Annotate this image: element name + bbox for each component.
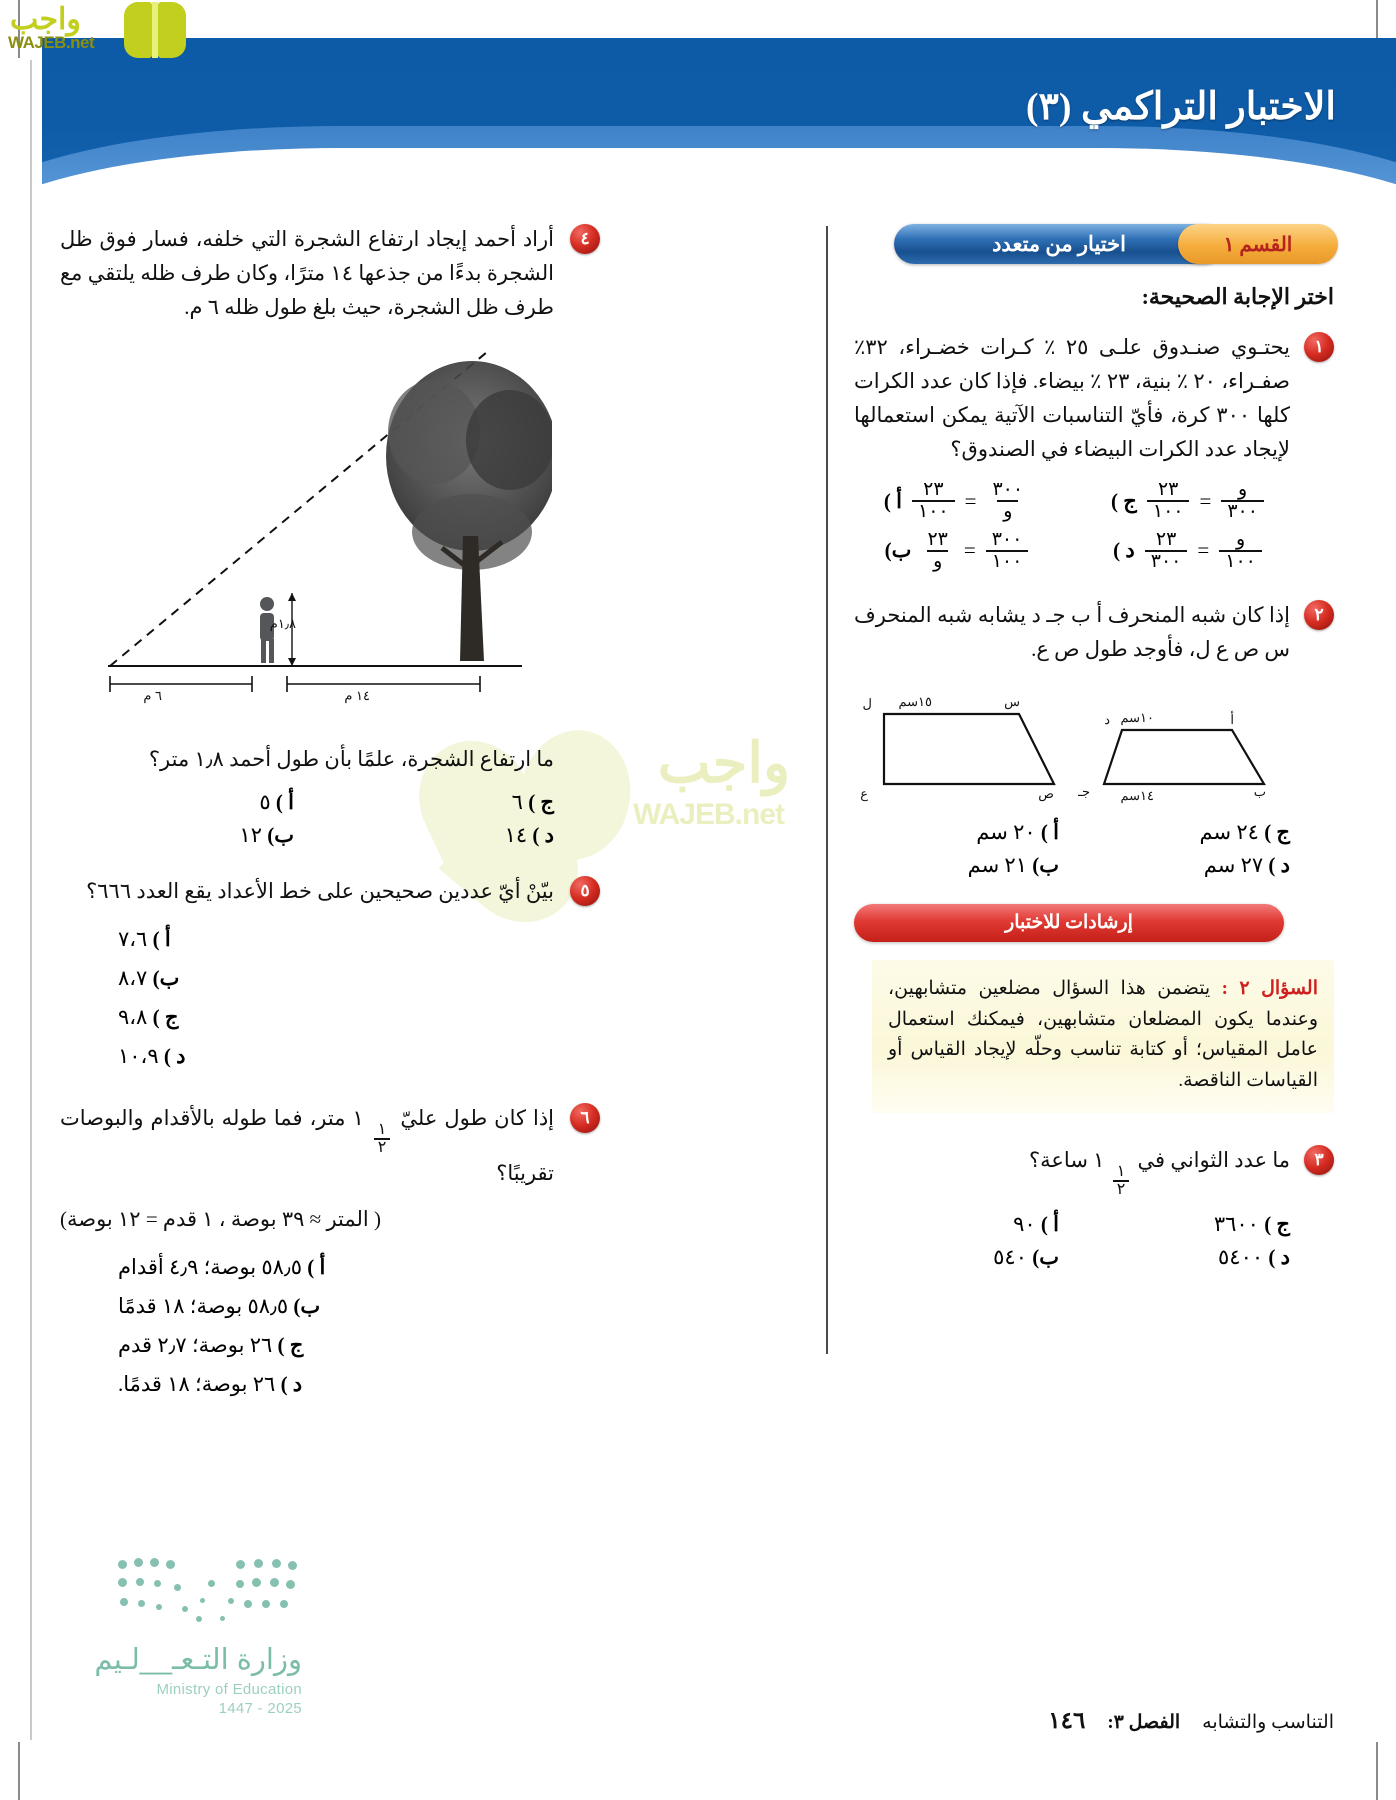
ministry-of-education-logo bbox=[72, 1554, 302, 1717]
section-header bbox=[854, 222, 1334, 266]
question-number-badge: ٥ bbox=[570, 876, 600, 906]
svg-text:جـ: جـ bbox=[1078, 783, 1090, 799]
option-b-left-numerator: ٢٣ bbox=[927, 528, 948, 550]
q2-option-d[interactable] bbox=[1085, 853, 1290, 878]
question-4-text: أراد أحمد إيجاد ارتفاع الشجرة التي خلفه، فسار فوق ظل الشجرة بدءًا من جذعها ١٤ مترًا، وكان طرف ظله يلتقي مع طرف ظل الشجرة، حيث بلغ طول ظله ٦ م. bbox=[60, 227, 554, 320]
option-b-right-numerator: ٣٠٠ bbox=[991, 528, 1023, 550]
moe-palm-dots-icon bbox=[116, 1554, 302, 1632]
q4-option-b-value: ١٢ bbox=[239, 823, 262, 848]
option-a-left-numerator: ٢٣ bbox=[923, 479, 944, 501]
svg-text:١٤ م: ١٤ م bbox=[344, 688, 370, 704]
footer-page-info bbox=[1048, 1708, 1334, 1734]
q4-option-j-value: ٦ bbox=[511, 790, 523, 815]
option-a-right-numerator: ٣٠٠ bbox=[992, 479, 1024, 501]
left-column bbox=[60, 222, 600, 1396]
q5-option-d[interactable] bbox=[60, 1037, 554, 1076]
ministry-name-arabic: وزارة التـعـ__لـيم bbox=[94, 1644, 302, 1676]
q5-option-d-value: ١٠،٩ bbox=[118, 1043, 159, 1068]
question-4-figure bbox=[62, 336, 552, 736]
svg-text:أ: أ bbox=[1230, 711, 1234, 727]
question-3-frac-numerator: ١ bbox=[1116, 1162, 1126, 1180]
q4-option-d-value: ١٤ bbox=[504, 823, 528, 848]
option-j[interactable] bbox=[1085, 480, 1290, 522]
option-j-right-numerator: و bbox=[1238, 479, 1248, 501]
option-b-left-denominator: و bbox=[927, 550, 948, 572]
exam-tips-tab[interactable]: إرشادات للاختبار bbox=[854, 904, 1284, 942]
option-d-right-denominator: ١٠٠ bbox=[1219, 550, 1262, 572]
q5-option-j-value: ٩،٨ bbox=[118, 1004, 148, 1029]
q4-option-a[interactable] bbox=[60, 790, 294, 815]
question-3-fraction bbox=[1113, 1164, 1130, 1198]
section-number-tab[interactable]: القسم ١ bbox=[1178, 224, 1338, 264]
column-divider bbox=[826, 226, 828, 1354]
q6-option-a[interactable] bbox=[60, 1248, 554, 1287]
q6-option-a-label: أ ) bbox=[307, 1255, 326, 1280]
question-1-text: يحتـوي صنـدوق علـى ٢٥ ٪ كـرات خضـراء، ٣٢٪ صفـراء، ٢٠ ٪ بنية، ٢٣ ٪ بيضاء. فإذا كان عدد الكرات كلها ٣٠٠ كرة، فأيّ التناسبات الآتية يمكن استعمالها لإيجاد عدد الكرات البيضاء في الصندوق؟ bbox=[854, 335, 1291, 462]
option-a-right-denominator: و bbox=[997, 500, 1018, 522]
svg-text:س: س bbox=[1004, 693, 1020, 709]
q3-option-a-label: أ ) bbox=[1040, 1211, 1059, 1236]
question-5 bbox=[60, 874, 600, 1075]
question-4 bbox=[60, 222, 600, 848]
page-header-banner bbox=[42, 38, 1396, 198]
ministry-year: 2025 - 1447 bbox=[218, 1700, 302, 1717]
option-a[interactable] bbox=[854, 480, 1059, 522]
question-2-figures bbox=[854, 680, 1290, 810]
page-footer bbox=[60, 1554, 1334, 1754]
question-2-text: إذا كان شبه المنحرف أ ب جـ د يشابه شبه المنحرف س ص ع ل، فأوجد طول ص ع. bbox=[854, 602, 1290, 661]
question-1-options bbox=[854, 480, 1290, 572]
question-6-options bbox=[60, 1248, 554, 1403]
option-d-right-numerator: و bbox=[1235, 528, 1246, 550]
question-5-options bbox=[60, 920, 554, 1075]
q2-option-j-value: ٢٤ سم bbox=[1199, 819, 1259, 844]
option-j-left-numerator: ٢٣ bbox=[1157, 479, 1179, 501]
q4-option-b-label: ب) bbox=[267, 823, 294, 848]
page-number: ١٤٦ bbox=[1048, 1708, 1086, 1733]
q4-option-d-label: د ) bbox=[532, 823, 554, 848]
q2-option-a[interactable] bbox=[854, 820, 1059, 845]
q4-option-a-label: أ ) bbox=[275, 790, 294, 815]
question-6-frac-numerator: ١ bbox=[377, 1121, 387, 1139]
equals-sign: = bbox=[963, 538, 976, 563]
q6-option-b-label: ب) bbox=[293, 1294, 321, 1319]
svg-text:ع: ع bbox=[860, 785, 868, 801]
question-6-text-pre: إذا كان طول عليّ bbox=[400, 1106, 555, 1131]
equals-sign: = bbox=[1199, 488, 1212, 513]
question-number-badge: ١ bbox=[1304, 332, 1334, 362]
q4-option-d[interactable] bbox=[320, 823, 554, 848]
q5-option-j-label: ج ) bbox=[152, 1004, 179, 1029]
chapter-label: الفصل ٣: bbox=[1107, 1712, 1181, 1733]
equals-sign: = bbox=[1197, 538, 1210, 563]
question-3-options bbox=[854, 1212, 1290, 1270]
q3-option-j-value: ٣٦٠٠ bbox=[1213, 1211, 1259, 1236]
page-body bbox=[60, 222, 1334, 1396]
exam-tip-lead: السؤال ٢ : bbox=[1221, 977, 1318, 999]
question-number-badge: ٢ bbox=[1304, 600, 1334, 630]
q3-option-a[interactable] bbox=[854, 1212, 1059, 1237]
exam-tip-box bbox=[872, 960, 1334, 1113]
q6-option-a-value: ٥٨٫٥ بوصة؛ ٤٫٩ أقدام bbox=[118, 1255, 303, 1280]
svg-text:ب: ب bbox=[1253, 783, 1266, 799]
q2-option-b-label: ب) bbox=[1032, 852, 1059, 877]
chapter-title: التناسب والتشابه bbox=[1202, 1712, 1334, 1733]
q6-option-j-value: ٢٦ بوصة؛ ٢٫٧ قدم bbox=[118, 1332, 273, 1357]
option-b-label: ب) bbox=[884, 538, 912, 563]
question-6 bbox=[60, 1101, 600, 1403]
option-j-label: ج ) bbox=[1111, 488, 1137, 513]
q3-option-b-label: ب) bbox=[1032, 1244, 1059, 1269]
page-side-rule bbox=[30, 60, 32, 1740]
question-2-options bbox=[854, 820, 1290, 878]
q3-option-d-label: د ) bbox=[1268, 1244, 1290, 1269]
q4-option-b[interactable] bbox=[60, 823, 294, 848]
right-column bbox=[854, 222, 1334, 1342]
q6-option-j-label: ج ) bbox=[277, 1332, 304, 1357]
q6-option-j[interactable] bbox=[60, 1326, 554, 1365]
q4-option-j[interactable] bbox=[320, 790, 554, 815]
option-b[interactable] bbox=[854, 530, 1059, 572]
banner-swoosh-white bbox=[42, 148, 1396, 198]
wajeb-logo bbox=[6, 0, 196, 64]
q3-option-b[interactable] bbox=[854, 1245, 1059, 1270]
question-3-text-pre: ما عدد الثواني في bbox=[1137, 1147, 1290, 1172]
option-d-left-denominator: ٣٠٠ bbox=[1145, 550, 1188, 572]
trim-mark-bottom-right bbox=[1376, 1742, 1378, 1800]
svg-text:١٥سم: ١٥سم bbox=[898, 693, 932, 709]
q5-option-j[interactable] bbox=[60, 998, 554, 1037]
question-2 bbox=[854, 598, 1334, 878]
svg-text:ل: ل bbox=[862, 695, 872, 711]
question-number-badge: ٤ bbox=[570, 224, 600, 254]
q4-option-j-label: ج ) bbox=[528, 790, 554, 815]
option-a-label: أ ) bbox=[883, 488, 902, 513]
question-number-badge: ٣ bbox=[1304, 1145, 1334, 1175]
option-b-right-denominator: ١٠٠ bbox=[986, 550, 1029, 572]
question-3-frac-denominator: ٢ bbox=[1113, 1180, 1130, 1198]
svg-text:١٫٨م: ١٫٨م bbox=[269, 616, 296, 632]
question-number-badge: ٦ bbox=[570, 1103, 600, 1133]
instructions-lead: اختر الإجابة الصحيحة: bbox=[1141, 284, 1334, 309]
question-6-text-post: ١ متر، فما طوله بالأقدام والبوصات تقريبًا؟ bbox=[60, 1106, 554, 1186]
q2-option-d-value: ٢٧ سم bbox=[1203, 852, 1264, 877]
tree-shadow-diagram-svg bbox=[82, 336, 552, 731]
option-d[interactable] bbox=[1085, 530, 1290, 572]
question-3-text bbox=[854, 1143, 1290, 1198]
q2-option-b[interactable] bbox=[854, 853, 1059, 878]
q3-option-j-label: ج ) bbox=[1264, 1211, 1290, 1236]
q5-option-a-value: ٧،٦ bbox=[118, 927, 148, 952]
q5-option-a[interactable] bbox=[60, 920, 554, 959]
question-6-text bbox=[60, 1101, 554, 1190]
section-type-tab[interactable]: اختيار من متعدد bbox=[894, 224, 1224, 264]
q3-option-d-value: ٥٤٠٠ bbox=[1218, 1244, 1264, 1269]
q5-option-b-label: ب) bbox=[152, 965, 180, 990]
q2-option-d-label: د ) bbox=[1268, 852, 1290, 877]
q3-option-j[interactable] bbox=[1085, 1212, 1290, 1237]
option-j-right-denominator: ٣٠٠ bbox=[1221, 500, 1264, 522]
option-a-left-denominator: ١٠٠ bbox=[912, 500, 955, 522]
svg-text:٦ م: ٦ م bbox=[143, 688, 162, 704]
q6-option-d-value: ٢٦ بوصة؛ ١٨ قدمًا. bbox=[118, 1371, 276, 1396]
q3-option-d[interactable] bbox=[1085, 1245, 1290, 1270]
svg-text:١٠سم: ١٠سم bbox=[1120, 709, 1154, 725]
svg-text:١٤سم: ١٤سم bbox=[1120, 787, 1154, 803]
q3-option-b-value: ٥٤٠ bbox=[993, 1244, 1027, 1269]
equals-sign: = bbox=[964, 488, 977, 513]
question-6-frac-denominator: ٢ bbox=[374, 1138, 391, 1156]
q5-option-a-label: أ ) bbox=[152, 927, 171, 952]
q6-option-d[interactable] bbox=[60, 1365, 554, 1404]
q6-option-d-label: د ) bbox=[280, 1371, 303, 1396]
q5-option-b-value: ٨،٧ bbox=[118, 965, 148, 990]
wajeb-logo-text: واجب bbox=[10, 3, 81, 36]
question-5-text: بيّنْ أيّ عددين صحيحين على خط الأعداد يقع العدد ٦٦٦؟ bbox=[86, 879, 554, 904]
trapezoid-diagrams-svg bbox=[854, 684, 1294, 809]
option-d-left-numerator: ٢٣ bbox=[1155, 528, 1177, 550]
watermark-subtext: WAJEB.net bbox=[632, 798, 784, 831]
q6-option-b[interactable] bbox=[60, 1287, 554, 1326]
q2-option-j-label: ج ) bbox=[1264, 819, 1290, 844]
watermark-text: واجب bbox=[657, 731, 790, 794]
svg-text:ص: ص bbox=[1038, 785, 1054, 801]
option-j-left-denominator: ١٠٠ bbox=[1147, 500, 1190, 522]
exam-tip-body: يتضمن هذا السؤال مضلعين متشابهين، وعندما يكون المضلعان متشابهين، فيمكنك استعمال عامل المقياس؛ أو كتابة تناسب وحلّه لإيجاد القياس أو القياسات الناقصة. bbox=[888, 977, 1318, 1092]
ministry-name-english: Ministry of Education bbox=[156, 1681, 302, 1698]
question-1 bbox=[854, 330, 1334, 572]
q2-option-j[interactable] bbox=[1085, 820, 1290, 845]
book-icon bbox=[124, 2, 186, 60]
q6-option-b-value: ٥٨٫٥ بوصة؛ ١٨ قدمًا bbox=[118, 1294, 289, 1319]
q2-option-a-label: أ ) bbox=[1040, 819, 1059, 844]
question-3-text-post: ١ ساعة؟ bbox=[1028, 1147, 1105, 1172]
q2-option-b-value: ٢١ سم bbox=[967, 852, 1027, 877]
option-d-label: د ) bbox=[1113, 538, 1135, 563]
q5-option-d-label: د ) bbox=[163, 1043, 186, 1068]
wajeb-logo-subtext: WAJEB.net bbox=[8, 33, 95, 52]
q2-option-a-value: ٢٠ سم bbox=[976, 819, 1036, 844]
question-6-fraction bbox=[374, 1122, 391, 1156]
q4-option-a-value: ٥ bbox=[259, 790, 271, 815]
question-4-options bbox=[60, 790, 554, 848]
question-4-followup: ما ارتفاع الشجرة، علمًا بأن طول أحمد ١٫٨ متر؟ bbox=[148, 747, 554, 772]
svg-text:د: د bbox=[1104, 711, 1110, 727]
q5-option-b[interactable] bbox=[60, 959, 554, 998]
trim-mark-bottom-left bbox=[18, 1742, 20, 1800]
question-6-note: ( المتر ≈ ٣٩ بوصة ، ١ قدم = ١٢ بوصة) bbox=[60, 1207, 381, 1232]
q3-option-a-value: ٩٠ bbox=[1013, 1211, 1036, 1236]
question-3 bbox=[854, 1143, 1334, 1270]
page-title: الاختبار التراكمي (٣) bbox=[1025, 86, 1336, 128]
